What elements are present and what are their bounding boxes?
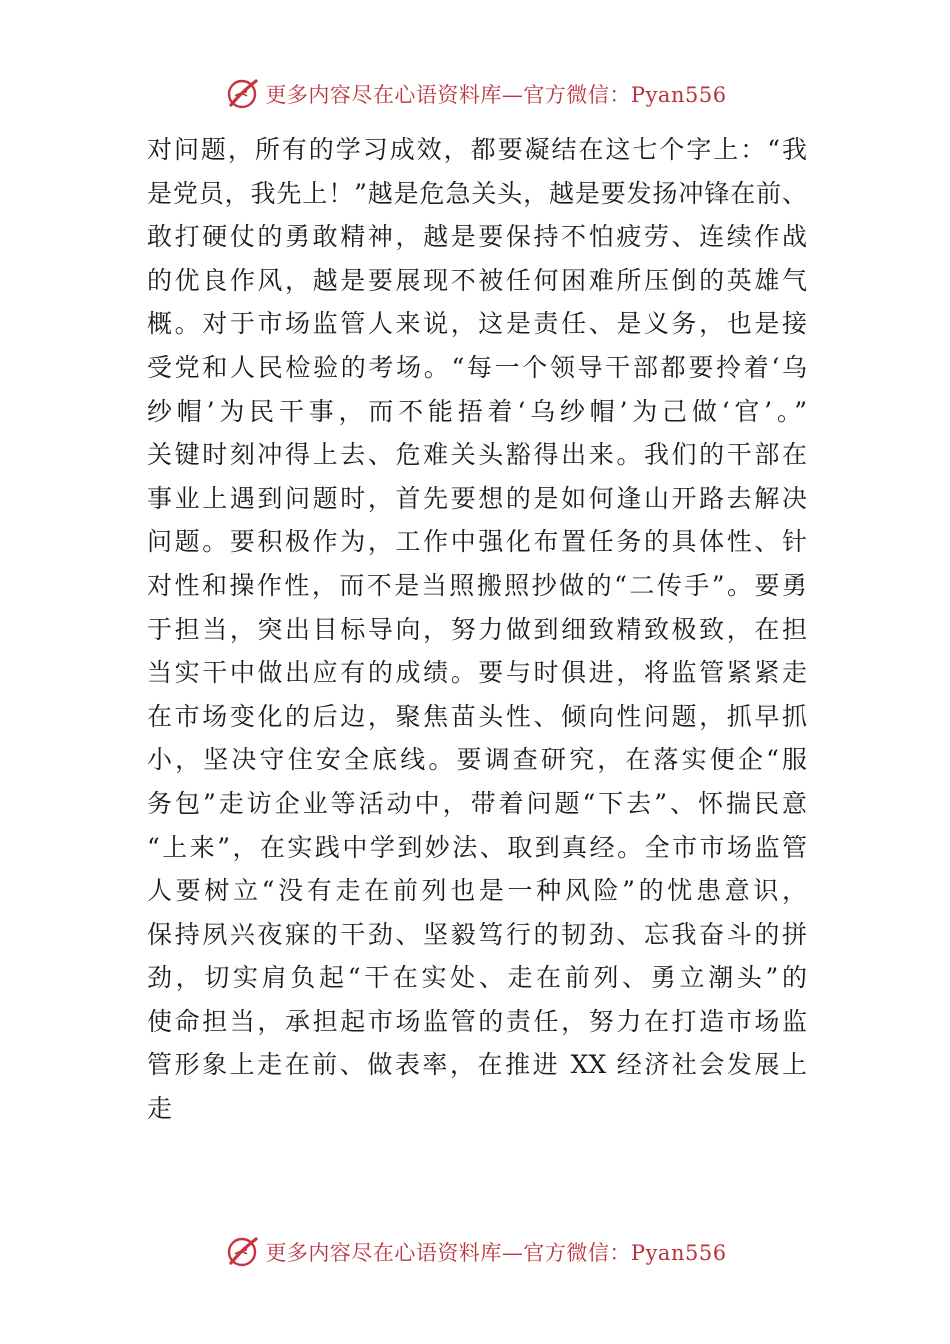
text-line: 于担当，突出目标导向，努力做到细致精致极致，在担 [147, 614, 807, 644]
text-line: 受党和人民检验的考场。“每一个领导干部都要拎着‘乌 [147, 352, 807, 382]
text-line: 小，坚决守住安全底线。要调查研究，在落实便企“服 [147, 745, 807, 775]
text-line: 在市场变化的后边，聚焦苗头性、倾向性问题，抓早抓 [147, 701, 807, 731]
text-line: 走 [147, 1094, 173, 1124]
footer-banner [0, 1230, 950, 1274]
text-line: 务包”走访企业等活动中，带着问题“下去”、怀揣民意 [147, 788, 807, 818]
text-line: 对问题，所有的学习成效，都要凝结在这七个字上：“我 [147, 135, 807, 164]
text-line: 事业上遇到问题时，首先要想的是如何逢山开路去解决 [147, 483, 807, 513]
text-line: “上来”，在实践中学到妙法、取到真经。全市市场监管 [147, 832, 807, 862]
brush-logo-icon [223, 74, 263, 114]
text-line: 对性和操作性，而不是当照搬照抄做的“二传手”。要勇 [147, 570, 807, 600]
text-line: 人要树立“没有走在前列也是一种风险”的忧患意识， [147, 876, 807, 906]
text-line: 是党员，我先上！”越是危急关头，越是要发扬冲锋在前、 [147, 178, 807, 208]
header-text: 更多内容尽在心语资料库—官方微信：Pyan556 [265, 83, 727, 107]
document-body [147, 128, 807, 1131]
text-line: 问题。要积极作为，工作中强化布置任务的具体性、针 [147, 527, 807, 557]
header-banner [0, 72, 950, 116]
text-line: 劲，切实肩负起“干在实处、走在前列、勇立潮头”的 [147, 963, 807, 993]
text-line: 概。对于市场监管人来说，这是责任、是义务，也是接 [147, 309, 807, 339]
text-line: 纱帽’为民干事，而不能捂着‘乌纱帽’为己做‘官’。” [147, 396, 807, 426]
text-line: 使命担当，承担起市场监管的责任，努力在打造市场监 [147, 1006, 807, 1036]
brush-logo-icon [223, 1232, 263, 1272]
text-line: 的优良作风，越是要展现不被任何困难所压倒的英雄气 [147, 265, 807, 295]
text-line: 敢打硬仗的勇敢精神，越是要保持不怕疲劳、连续作战 [147, 222, 807, 252]
footer-text: 更多内容尽在心语资料库—官方微信：Pyan556 [265, 1241, 727, 1265]
text-line: 管形象上走在前、做表率，在推进 XX 经济社会发展上 [147, 1050, 807, 1080]
text-line: 关键时刻冲得上去、危难关头豁得出来。我们的干部在 [147, 440, 807, 470]
text-line: 保持夙兴夜寐的干劲、坚毅笃行的韧劲、忘我奋斗的拼 [147, 919, 807, 949]
text-line: 当实干中做出应有的成绩。要与时俱进，将监管紧紧走 [147, 658, 807, 688]
